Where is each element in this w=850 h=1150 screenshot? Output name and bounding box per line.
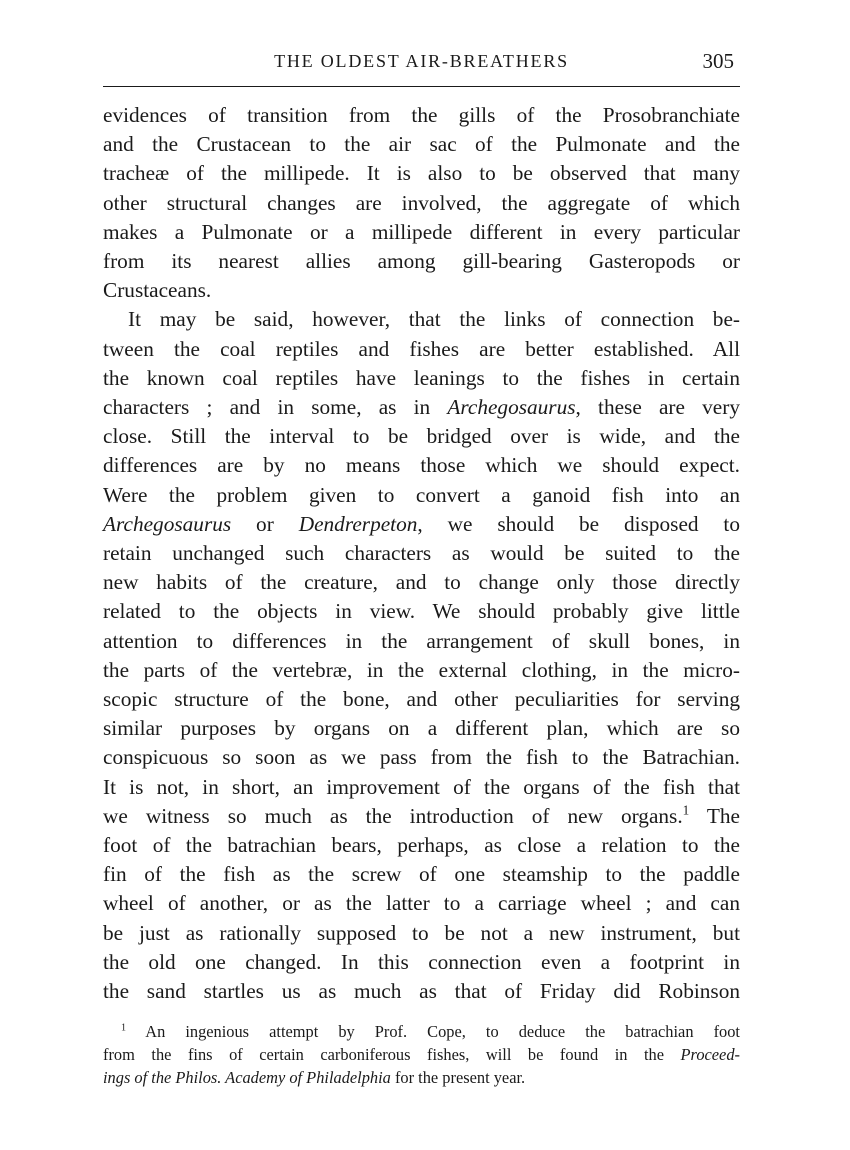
text-line: related to the objects in view. We should probably give little <box>103 599 740 624</box>
text-line: retain unchanged such characters as would be suited to the <box>103 541 740 566</box>
text-line: the parts of the vertebræ, in the external clothing, in the micro- <box>103 657 740 682</box>
text-line: fin of the fish as the screw of one steamship to the paddle <box>103 862 740 887</box>
text-line: conspicuous so soon as we pass from the fish to the Batrachian. <box>103 745 740 770</box>
footnote <box>103 1020 740 1089</box>
text-line: attention to differences in the arrangement of skull bones, in <box>103 628 740 653</box>
text-line: new habits of the creature, and to change only those directly <box>103 570 740 595</box>
text-line: characters ; and in some, as in Archegosaurus, these are very <box>103 395 740 420</box>
text-line: evidences of transition from the gills of the Prosobranchiate <box>103 103 740 127</box>
text-line: It may be said, however, that the links of connection be- <box>128 307 740 332</box>
text-line: the sand startles us as much as that of Friday did Robinson <box>103 979 740 1004</box>
italic-term: Archegosaurus <box>103 511 232 536</box>
italic-term: Proceed- <box>680 1045 740 1064</box>
text-line: the known coal reptiles have leanings to the fishes in certain <box>103 365 740 390</box>
italic-term: Archegosaurus <box>447 395 576 420</box>
text-line: scopic structure of the bone, and other peculiarities for serving <box>103 687 740 712</box>
text-line: tracheæ of the millipede. It is also to be observed that many <box>103 161 740 186</box>
text-line: It is not, in short, an improvement of the organs of the fish that <box>103 774 740 799</box>
header-rule <box>103 86 740 87</box>
text-line: and the Crustacean to the air sac of the Pulmonate and the <box>103 132 740 157</box>
running-title: THE OLDEST AIR-BREATHERS <box>274 51 569 71</box>
body-text <box>103 101 740 1006</box>
text-line: be just as rationally supposed to be not a new instrument, but <box>103 920 740 945</box>
text-line: foot of the batrachian bears, perhaps, as close a relation to the <box>103 833 740 858</box>
text-line: the old one changed. In this connection even a footprint in <box>103 949 740 974</box>
page-header <box>103 46 740 76</box>
text-line: wheel of another, or as the latter to a carriage wheel ; and can <box>103 891 740 916</box>
text-line: other structural changes are involved, the aggregate of which <box>103 190 740 215</box>
footnote-line: ings of the Philos. Academy of Philadelphia for the present year. <box>103 1068 526 1087</box>
text-line: Archegosaurus or Dendrerpeton, we should be disposed to <box>103 511 740 536</box>
text-line: makes a Pulmonate or a millipede different in every particular <box>103 219 740 244</box>
text-line: Were the problem given to convert a ganoid fish into an <box>103 482 740 507</box>
paragraph-1 <box>103 101 740 305</box>
footnote-line: from the fins of certain carboniferous fishes, will be found in the Proceed- <box>103 1045 740 1064</box>
text-line: close. Still the interval to be bridged over is wide, and the <box>103 424 740 449</box>
footnote-line: $^1$ An ingenious attempt by Prof. Cope, to deduce the batrachian foot <box>121 1022 740 1041</box>
paragraph-2 <box>103 305 740 1006</box>
italic-term: ings of the Philos. Academy of Philadelphia <box>103 1068 391 1087</box>
text-line: similar purposes by organs on a different plan, which are so <box>103 716 740 741</box>
text-line: from its nearest allies among gill-bearing Gasteropods or <box>103 249 740 274</box>
footnote-reference[interactable]: 1 <box>682 802 690 818</box>
text-line: Crustaceans. <box>103 278 212 303</box>
text-line: tween the coal reptiles and fishes are better established. All <box>103 336 740 361</box>
footnote-marker: 1 <box>121 1022 127 1034</box>
page-number: 305 <box>702 49 734 73</box>
text-line: differences are by no means those which we should expect. <box>103 453 740 478</box>
italic-term: Dendrerpeton <box>298 511 418 536</box>
text-line: we witness so much as the introduction of new organs.$^1$ The <box>103 802 740 828</box>
